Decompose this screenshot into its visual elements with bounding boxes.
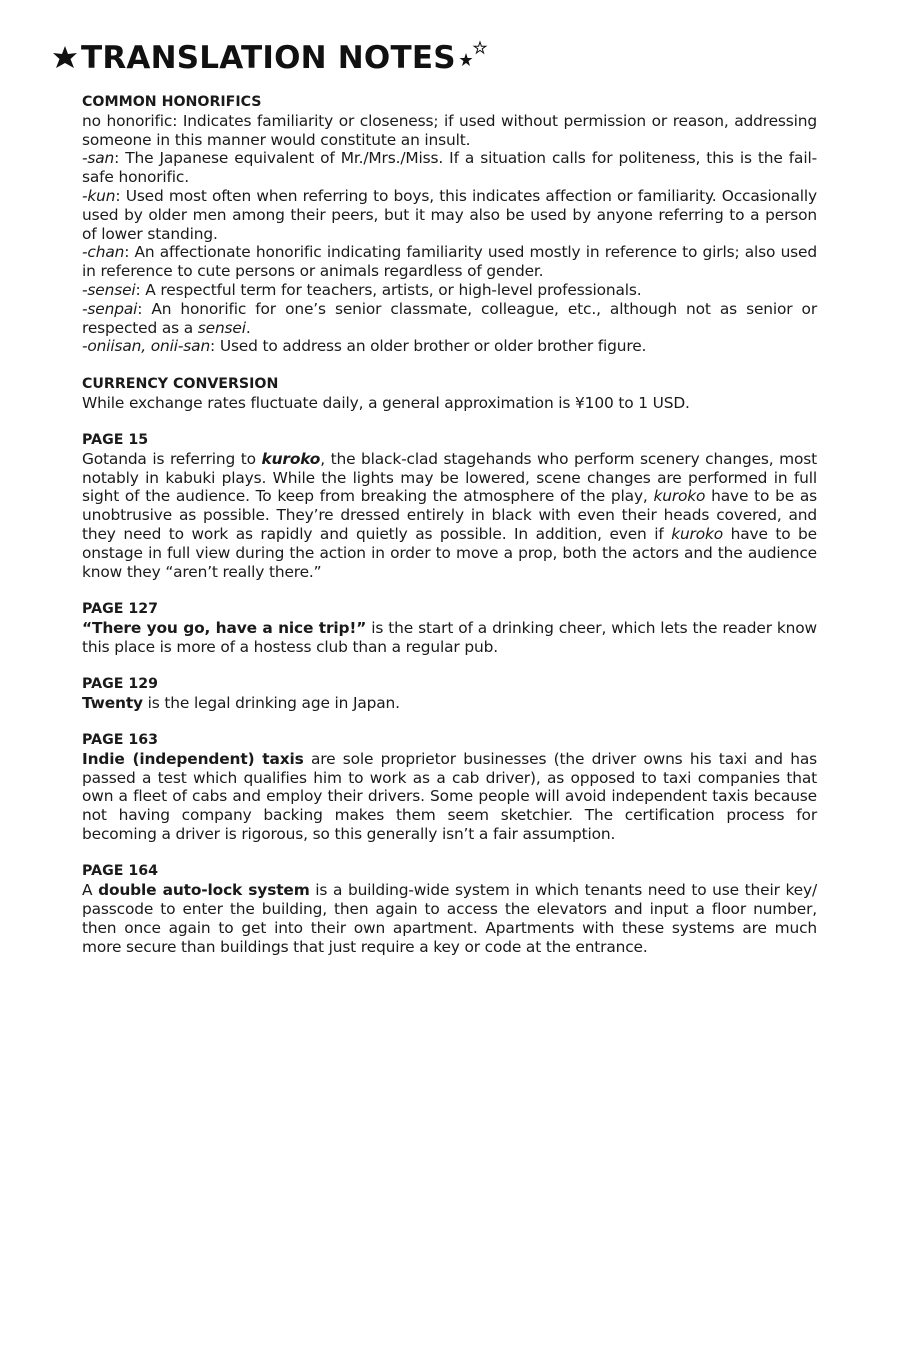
honorific-definition: : The Japanese equivalent of Mr./Mrs./Miss. If a situation calls for politeness, this is the fail-safe honorific. xyxy=(82,149,817,187)
section-heading: PAGE 163 xyxy=(82,732,158,749)
note-term: “There you go, have a nice trip!” xyxy=(82,618,367,637)
honorific-term: -kun xyxy=(82,186,116,205)
honorific-entry xyxy=(82,281,817,300)
note-text-body: are sole proprietor businesses (the driver owns his taxi and has passed a test which qualifies him to work as a cab driver), as opposed to taxi companies that own a fleet of cabs and employ their drivers. Some people will avoid independent taxis because not having company backing makes them seem sketchier. The certification process for becoming a driver is rigorous, so this generally isn’t a fair assumption. xyxy=(82,749,817,844)
page-164-note xyxy=(82,862,817,956)
note-term: Twenty xyxy=(82,693,143,712)
page-15-note xyxy=(82,431,817,581)
honorific-definition: : Used to address an older brother or older brother figure. xyxy=(210,337,647,356)
page-127-note xyxy=(82,600,817,656)
honorific-term: -oniisan, onii-san xyxy=(82,337,211,356)
honorific-term: no honorific xyxy=(82,111,173,130)
note-text xyxy=(82,694,817,713)
page-163-note xyxy=(82,731,817,844)
honorific-entry xyxy=(82,149,817,187)
currency-section xyxy=(82,375,817,413)
honorific-definition: : A respectful term for teachers, artists, or high-level professionals. xyxy=(135,280,642,299)
note-text-lead: Gotanda is referring to xyxy=(82,449,262,468)
note-text xyxy=(82,450,817,582)
note-text-body: , the black-clad stagehands who perform scenery changes, most notably in kabuki plays. While the lights may be lowered, scene changes are performed in full sight of the audience. To keep from breaking the atmosphere of the play, xyxy=(82,449,817,506)
honorific-entry xyxy=(82,112,817,150)
note-text-body: have to be as unobtrusive as possible. They’re dressed entirely in black with even their heads covered, and they need to work as rapidly and quietly as possible. In addition, even if xyxy=(82,487,817,543)
honorific-entry xyxy=(82,243,817,281)
honorific-definition: : Used most often when referring to boys, this indicates affection or familiarity. Occasionally used by older men among their peers, but it may also be used by anyone referring to a person of lower standing. xyxy=(82,186,817,243)
note-text-lead: A xyxy=(82,881,99,900)
honorific-definition: : An honorific for one’s senior classmate, colleague, etc., although not as senior or respected as a xyxy=(82,299,817,337)
note-term: kuroko xyxy=(671,524,724,543)
honorifics-section xyxy=(82,93,817,356)
honorific-term: -senpai xyxy=(82,299,138,318)
section-heading: PAGE 129 xyxy=(82,675,158,692)
note-text xyxy=(82,619,817,657)
section-heading: PAGE 127 xyxy=(82,600,158,617)
notes-content xyxy=(82,93,817,975)
section-heading: PAGE 164 xyxy=(82,863,158,880)
honorific-entry xyxy=(82,337,817,356)
page-129-note xyxy=(82,675,817,713)
currency-text: While exchange rates fluctuate daily, a general approximation is ¥100 to 1 USD. xyxy=(82,393,690,412)
sparkle-stars-icon xyxy=(458,40,488,70)
note-text-body: is a building-wide system in which tenants need to use their key/ passcode to enter the building, then again to access the elevators and input a floor number, then once again to get into their own apartment. Apartments with these systems are much more secure than buildings that just require a key or code at the entrance. xyxy=(82,881,817,956)
section-heading: CURRENCY CONVERSION xyxy=(82,375,279,392)
honorific-entry xyxy=(82,187,817,243)
note-term: kuroko xyxy=(261,449,321,468)
honorific-emphasis: sensei xyxy=(197,318,246,337)
honorific-term: -san xyxy=(82,149,115,168)
honorific-entry xyxy=(82,300,817,338)
honorific-definition: : Indicates familiarity or closeness; if used without permission or reason, addressing someone in this manner would constitute an insult. xyxy=(82,111,817,149)
note-text-body: is the start of a drinking cheer, which lets the reader know this place is more of a hostess club than a regular pub. xyxy=(82,618,817,656)
honorific-term: -sensei xyxy=(82,280,136,299)
section-heading: COMMON HONORIFICS xyxy=(82,94,262,110)
honorific-definition: : An affectionate honorific indicating familiarity used mostly in reference to girls; also used in reference to cute persons or animals regardless of gender. xyxy=(82,243,817,281)
note-term: Indie (independent) taxis xyxy=(82,749,304,768)
note-text xyxy=(82,750,817,844)
star-icon xyxy=(52,45,78,71)
page-header xyxy=(52,38,488,78)
note-term: kuroko xyxy=(653,487,706,506)
section-heading: PAGE 15 xyxy=(82,431,149,448)
honorific-term: -chan xyxy=(82,243,125,262)
honorific-tail: . xyxy=(245,318,251,337)
page-title: TRANSLATION NOTES xyxy=(81,40,456,76)
note-text xyxy=(82,881,817,956)
note-term: double auto-lock system xyxy=(98,881,310,900)
note-text-tail: have to be onstage in full view during the action in order to move a prop, both the actors and the audience know they “aren’t really there.” xyxy=(82,524,817,581)
note-text-body: is the legal drinking age in Japan. xyxy=(142,693,400,712)
